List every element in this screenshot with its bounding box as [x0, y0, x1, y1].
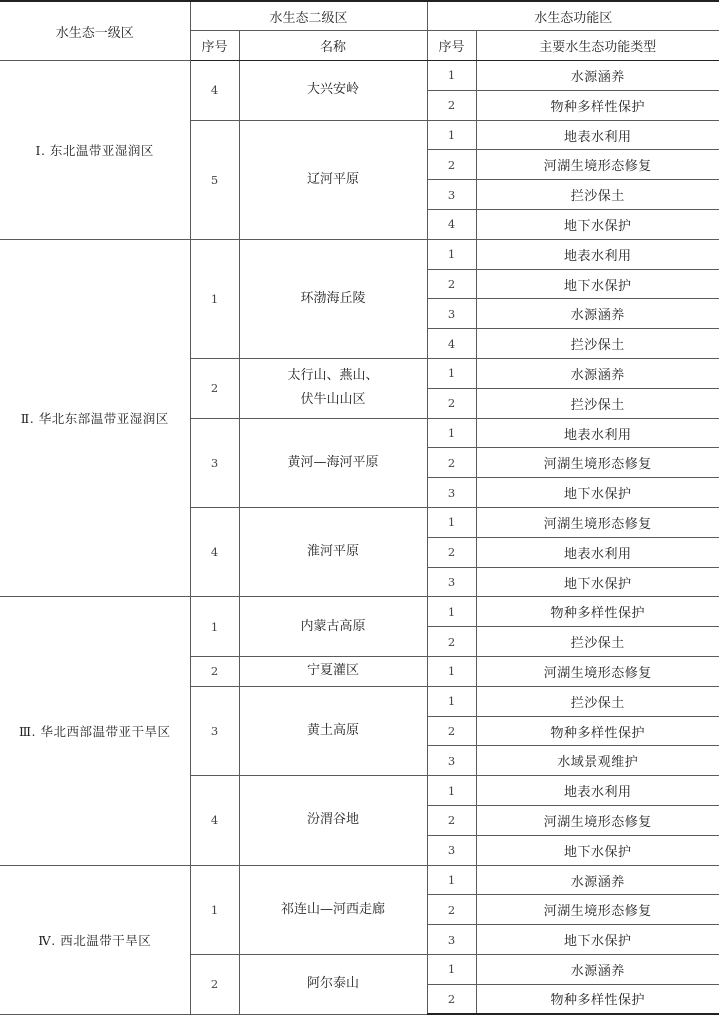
header-level2-zone: 水生态二级区: [190, 1, 427, 31]
level2-zone-name: [239, 239, 427, 358]
function-seq: 2: [427, 806, 476, 836]
function-type: 水域景观维护: [476, 746, 719, 776]
function-type: 地下水保护: [476, 269, 719, 299]
level1-zone-name: Ⅰ. 东北温带亚湿润区: [0, 61, 190, 240]
function-seq: 1: [427, 359, 476, 389]
function-type: 地下水保护: [476, 835, 719, 865]
function-type: 水源涵养: [476, 955, 719, 985]
function-type: 拦沙保土: [476, 388, 719, 418]
function-seq: 2: [427, 388, 476, 418]
table-body: [0, 61, 719, 1015]
function-type: 河湖生境形态修复: [476, 508, 719, 538]
header-level1-zone: 水生态一级区: [0, 1, 190, 61]
level1-zone-name: Ⅳ. 西北温带干旱区: [0, 865, 190, 1014]
function-type: 地下水保护: [476, 478, 719, 508]
level1-zone-name: Ⅱ. 华北东部温带亚湿润区: [0, 239, 190, 597]
function-seq: 2: [427, 448, 476, 478]
level2-zone-seq: 2: [190, 657, 239, 687]
level2-zone-name: [239, 418, 427, 507]
function-type: 河湖生境形态修复: [476, 150, 719, 180]
table-row: [0, 597, 719, 627]
level2-zone-seq: 5: [190, 120, 239, 239]
function-seq: 2: [427, 269, 476, 299]
function-type: 水源涵养: [476, 359, 719, 389]
level2-zone-name-text: 黄土高原: [307, 723, 360, 738]
level2-zone-name-text: 宁夏灌区: [307, 663, 360, 679]
function-seq: 1: [427, 865, 476, 895]
function-type: 河湖生境形态修复: [476, 806, 719, 836]
level2-zone-name: [239, 120, 427, 239]
function-type: 物种多样性保护: [476, 716, 719, 746]
function-seq: 3: [427, 180, 476, 210]
table-row: [0, 865, 719, 895]
level2-zone-name-text: 大兴安岭: [307, 82, 360, 98]
level2-zone-seq: 4: [190, 508, 239, 597]
function-seq: 1: [427, 61, 476, 91]
function-type: 物种多样性保护: [476, 984, 719, 1014]
function-type: 地表水利用: [476, 120, 719, 150]
level2-zone-name-text: 太行山、燕山、伏牛山山区: [287, 368, 379, 408]
table-header: [0, 1, 719, 61]
function-type: 物种多样性保护: [476, 597, 719, 627]
function-seq: 2: [427, 90, 476, 120]
level2-zone-seq: 3: [190, 686, 239, 775]
level2-zone-name-text: 黄河—海河平原: [287, 454, 379, 470]
function-type: 地下水保护: [476, 210, 719, 240]
level1-zone-name: Ⅲ. 华北西部温带亚干旱区: [0, 597, 190, 865]
function-seq: 3: [427, 567, 476, 597]
function-seq: 1: [427, 239, 476, 269]
function-seq: 4: [427, 210, 476, 240]
function-type: 河湖生境形态修复: [476, 448, 719, 478]
function-seq: 3: [427, 925, 476, 955]
function-seq: 2: [427, 627, 476, 657]
level2-zone-name: [239, 686, 427, 775]
function-type: 地表水利用: [476, 239, 719, 269]
level2-zone-name: [239, 865, 427, 954]
level2-zone-name: [239, 359, 427, 419]
level2-zone-seq: 4: [190, 776, 239, 865]
function-type: 地表水利用: [476, 776, 719, 806]
function-type: 河湖生境形态修复: [476, 895, 719, 925]
level2-zone-name-text: 内蒙古高原: [300, 618, 366, 634]
function-type: 地下水保护: [476, 925, 719, 955]
header-level2-name: 名称: [239, 31, 427, 61]
table-row: [0, 239, 719, 269]
function-type: 拦沙保土: [476, 686, 719, 716]
function-type: 水源涵养: [476, 865, 719, 895]
function-type: 地表水利用: [476, 537, 719, 567]
function-seq: 2: [427, 984, 476, 1014]
function-seq: 1: [427, 508, 476, 538]
function-seq: 1: [427, 120, 476, 150]
function-type: 拦沙保土: [476, 627, 719, 657]
level2-zone-name: [239, 776, 427, 865]
function-type: 拦沙保土: [476, 180, 719, 210]
level2-zone-seq: 3: [190, 418, 239, 507]
function-seq: 1: [427, 955, 476, 985]
function-seq: 1: [427, 657, 476, 687]
level2-zone-name: [239, 508, 427, 597]
level2-zone-name: [239, 955, 427, 1015]
level2-zone-seq: 4: [190, 61, 239, 121]
level2-zone-name-text: 环渤海丘陵: [300, 290, 366, 306]
function-type: 物种多样性保护: [476, 90, 719, 120]
function-type: 地表水利用: [476, 418, 719, 448]
level2-zone-name-text: 阿尔泰山: [307, 976, 360, 992]
function-seq: 1: [427, 686, 476, 716]
level2-zone-seq: 1: [190, 597, 239, 657]
level2-zone-name: [239, 597, 427, 657]
level2-zone-seq: 1: [190, 239, 239, 358]
header-function-type: 主要水生态功能类型: [476, 31, 719, 61]
table-row: [0, 61, 719, 91]
level2-zone-name-text: 汾渭谷地: [307, 812, 360, 828]
function-seq: 3: [427, 478, 476, 508]
header-function-seq: 序号: [427, 31, 476, 61]
function-seq: 2: [427, 150, 476, 180]
function-seq: 2: [427, 895, 476, 925]
function-seq: 3: [427, 299, 476, 329]
function-seq: 1: [427, 776, 476, 806]
level2-zone-name-text: 祁连山—河西走廊: [281, 901, 386, 917]
level2-zone-name: [239, 61, 427, 121]
function-seq: 2: [427, 716, 476, 746]
function-seq: 2: [427, 537, 476, 567]
function-type: 水源涵养: [476, 299, 719, 329]
level2-zone-name: [239, 657, 427, 687]
function-seq: 1: [427, 597, 476, 627]
level2-zone-name-text: 淮河平原: [307, 544, 360, 560]
function-seq: 4: [427, 329, 476, 359]
function-seq: 3: [427, 835, 476, 865]
function-type: 水源涵养: [476, 61, 719, 91]
header-function-zone: 水生态功能区: [427, 1, 719, 31]
function-type: 河湖生境形态修复: [476, 657, 719, 687]
function-seq: 3: [427, 746, 476, 776]
function-type: 地下水保护: [476, 567, 719, 597]
level2-zone-seq: 2: [190, 955, 239, 1015]
function-seq: 1: [427, 418, 476, 448]
level2-zone-name-text: 辽河平原: [307, 171, 360, 187]
function-type: 拦沙保土: [476, 329, 719, 359]
header-level2-seq: 序号: [190, 31, 239, 61]
level2-zone-seq: 2: [190, 359, 239, 419]
level2-zone-seq: 1: [190, 865, 239, 954]
